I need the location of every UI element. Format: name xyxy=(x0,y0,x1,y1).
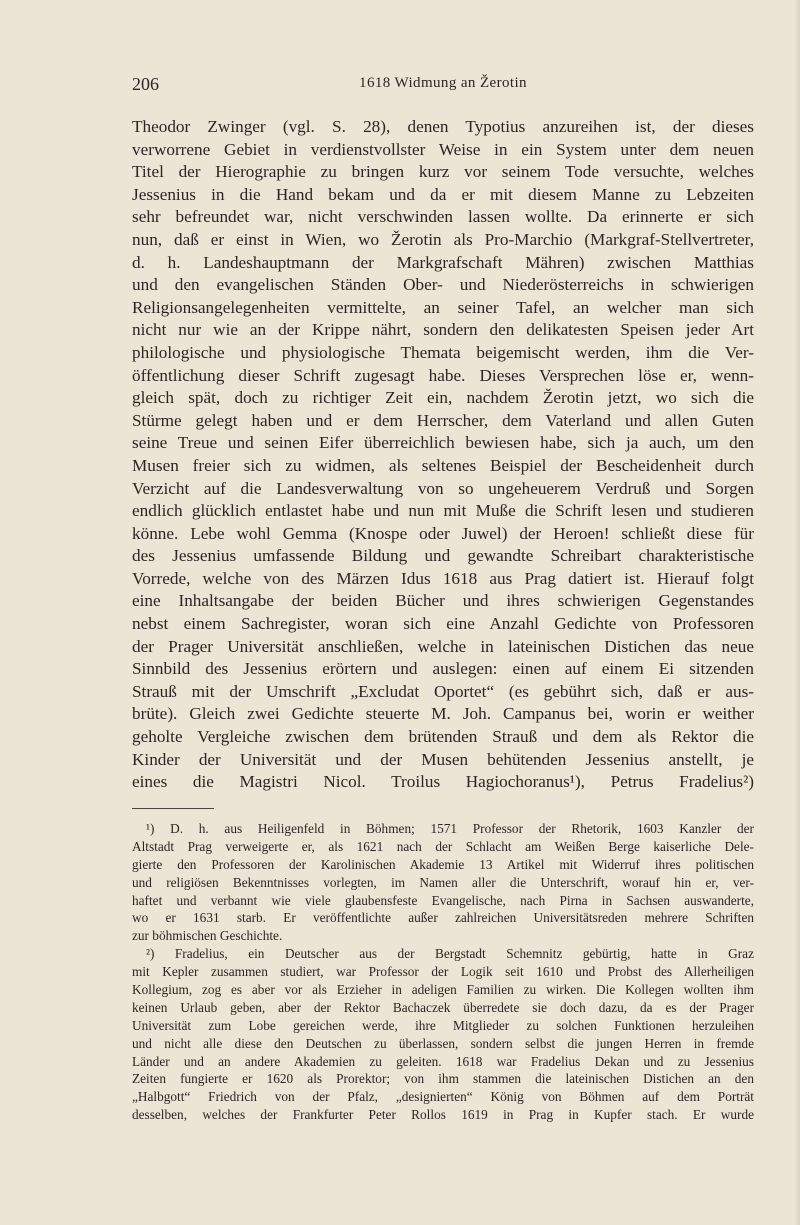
main-text xyxy=(132,116,754,794)
footnote-line: wo er 1631 starb. Er veröffentlichte außer zahlreichen Universitätsreden mehrere Schriften xyxy=(132,910,754,926)
text-line: öffentlichung dieser Schrift zugesagt habe. Dieses Versprechen löse er, wenn- xyxy=(132,365,754,385)
text-line: der Prager Universität anschließen, welche in lateinischen Distichen das neue xyxy=(132,636,754,656)
footnotes xyxy=(132,820,754,1124)
footnote-line: haftet und verbannt wie viele glaubensfeste Evangelische, nach Pirna in Sachsen auswanderte, xyxy=(132,892,754,908)
text-line: Kinder der Universität und der Musen behütenden Jessenius anstellt, je xyxy=(132,749,754,769)
text-line: des Jessenius umfassende Bildung und gewandte Schreibart charakteristische xyxy=(132,546,754,566)
footnote-line: Altstadt Prag verweigerte er, als 1621 nach der Schlacht am Weißen Berge kaiserliche Dele- xyxy=(132,838,754,854)
footnote-line: mit Kepler zusammen studiert, war Professor der Logik seit 1610 und Probst des Allerheiligen xyxy=(132,964,754,980)
text-line: Jessenius in die Hand bekam und da er mit diesem Manne zu Lebzeiten xyxy=(132,184,754,204)
footnote-line: zur böhmischen Geschichte. xyxy=(132,928,283,944)
footnote-line: Zeiten fungierte er 1620 als Prorektor; von ihm stammen die lateinischen Distichen an den xyxy=(132,1071,754,1087)
text-line: nicht nur wie an der Krippe nährt, sondern den delikatesten Speisen jeder Art xyxy=(132,320,754,340)
text-line: könne. Lebe wohl Gemma (Knospe oder Juwel) der Heroen! schließt diese für xyxy=(132,523,754,543)
footnote-divider xyxy=(132,808,214,809)
text-line: d. h. Landeshauptmann der Markgrafschaft Mähren) zwischen Matthias xyxy=(132,252,754,272)
text-line: gleich spät, doch zu richtiger Zeit ein, nachdem Žerotin jetzt, wo sich die xyxy=(132,388,754,408)
footnote-line: „Halbgott“ Friedrich von der Pfalz, „designierten“ König von Böhmen auf dem Porträt xyxy=(132,1089,754,1105)
text-line: und den evangelischen Ständen Ober- und Niederösterreichs in schwierigen xyxy=(132,275,754,295)
text-line: Strauß mit der Umschrift „Excludat Oportet“ (es gebührt sich, daß er aus- xyxy=(132,681,754,701)
text-line: Titel der Hierographie zu bringen kurz vor seinem Tode versuchte, welches xyxy=(132,162,754,182)
footnote-line: und nicht alle diese den Deutschen zu überlassen, sondern selbst die jungen Herren in fremde xyxy=(132,1035,754,1051)
footnote-line: Universität zum Lobe gereichen werde, ihre Mitglieder zu solchen Funktionen herzuleihen xyxy=(132,1017,754,1033)
text-line: Theodor Zwinger (vgl. S. 28), denen Typotius anzureihen ist, der dieses xyxy=(132,117,754,136)
footnote-line: ²) Fradelius, ein Deutscher aus der Bergstadt Schemnitz gebürtig, hatte in Graz xyxy=(146,946,754,962)
page-edge-shadow xyxy=(794,0,800,1225)
footnote-line: Kollegium, zog es aber vor als Erzieher in adeligen Familien zu wirken. Die Kollegen wollten ihm xyxy=(132,982,754,998)
text-line: nun, daß er einst in Wien, wo Žerotin als Pro-Marchio (Markgraf-Stellvertreter, xyxy=(132,229,754,249)
page-number: 206 xyxy=(132,74,159,94)
text-line: brüte). Gleich zwei Gedichte steuerte M. Joh. Campanus bei, worin er weither xyxy=(132,704,754,724)
text-line: Musen freier sich zu widmen, als seltenes Beispiel der Bescheidenheit durch xyxy=(132,455,754,475)
text-line: Sinnbild des Jessenius erörtern und auslegen: einen auf einem Ei sitzenden xyxy=(132,659,754,679)
text-line: Stürme gelegt haben und er dem Herrscher, dem Vaterland und allen Guten xyxy=(132,410,754,430)
text-line: eines die Magistri Nicol. Troilus Hagiochoranus¹), Petrus Fradelius²) xyxy=(132,772,754,792)
text-line: nebst einem Sachregister, woran sich eine Anzahl Gedichte von Professoren xyxy=(132,614,754,634)
text-line: geholte Vergleiche zwischen dem brütenden Strauß und dem als Rektor die xyxy=(132,727,754,747)
text-line: verworrene Gebiet in verdienstvollster Weise in ein System unter dem neuen xyxy=(132,139,754,159)
footnote-line: desselben, welches der Frankfurter Peter Rollos 1619 in Prag in Kupfer stach. Er wurde xyxy=(132,1107,754,1123)
text-line: Verzicht auf die Landesverwaltung von so ungeheuerem Verdruß und Sorgen xyxy=(132,478,754,498)
text-line: Religionsangelegenheiten vermittelte, an seiner Tafel, an welcher man sich xyxy=(132,297,754,317)
text-line: endlich glücklich entlastet habe und nun mit Muße die Schrift lesen und studieren xyxy=(132,501,754,521)
footnote-line: Länder und an andere Akademien zu geleiten. 1618 war Fradelius Dekan und zu Jessenius xyxy=(132,1053,754,1069)
text-line: sehr befreundet war, nicht verschwinden lassen wollte. Da erinnerte er sich xyxy=(132,207,754,227)
text-line: seine Treue und seinen Eifer überreichlich bewiesen habe, sich ja auch, um den xyxy=(132,433,754,453)
footnote-line: keinen Urlaub geben, aber der Rektor Bachaczek überredete sie doch dazu, da es der Prager xyxy=(132,999,754,1015)
footnote-line: und religiösen Bekenntnisses vorlegten, im Namen aller die Unterschrift, worauf hin er, ver- xyxy=(132,874,754,890)
text-line: Vorrede, welche von des Märzen Idus 1618 aus Prag datiert ist. Hierauf folgt xyxy=(132,568,754,588)
footnote-line: ¹) D. h. aus Heiligenfeld in Böhmen; 1571 Professor der Rhetorik, 1603 Kanzler der xyxy=(146,821,754,836)
text-line: eine Inhaltsangabe der beiden Bücher und ihres schwierigen Gegenstandes xyxy=(132,591,754,611)
page-header xyxy=(132,74,754,96)
footnote-line: gierte den Professoren der Karolinischen Akademie 13 Artikel mit Widerruf ihres politischen xyxy=(132,856,754,872)
running-head: 1618 Widmung an Žerotin xyxy=(359,75,527,91)
text-line: philologische und physiologische Themata beigemischt werden, ihm die Ver- xyxy=(132,342,754,362)
